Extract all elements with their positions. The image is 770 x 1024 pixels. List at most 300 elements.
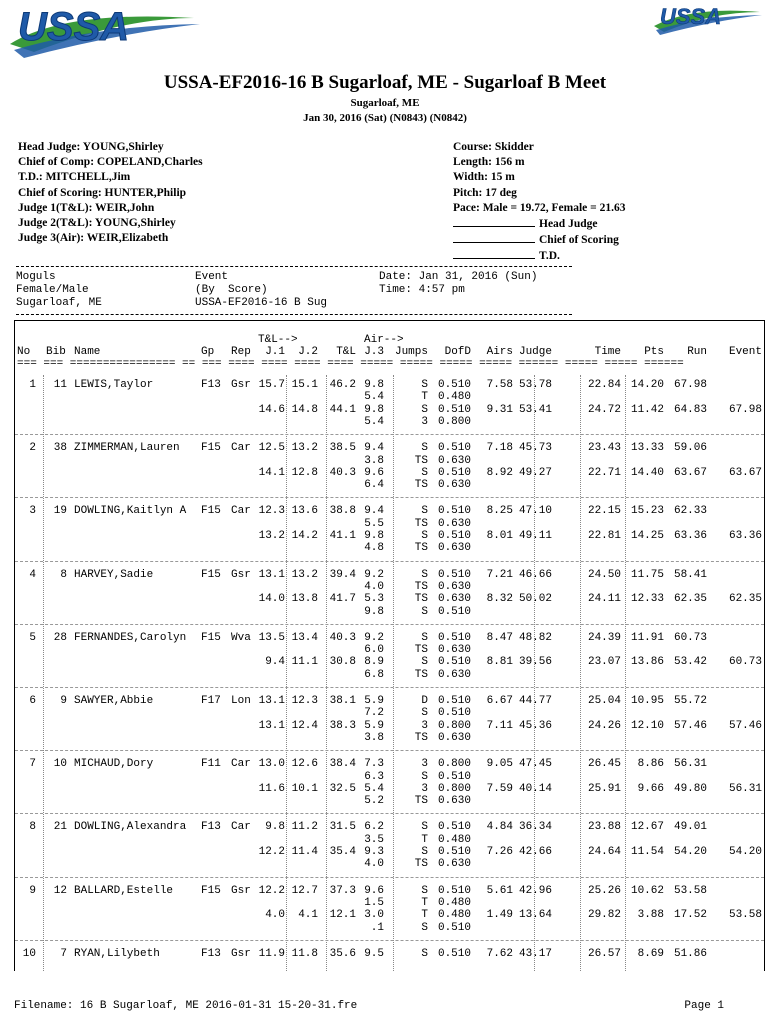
- results-table: [14, 320, 765, 971]
- row-event-score: 56.31: [728, 782, 762, 795]
- run-pts: 11.91: [630, 631, 664, 644]
- run-tl: 31.5: [329, 821, 356, 834]
- run-time: 26.57: [587, 947, 621, 960]
- jump-code: TS: [414, 580, 428, 593]
- row-separator: [15, 434, 764, 435]
- run-j2: 13.4: [291, 631, 318, 644]
- location-subtitle: Sugarloaf, ME: [350, 97, 420, 109]
- run-tl: 12.1: [329, 909, 356, 922]
- jump-j3-score: 9.8: [364, 403, 384, 416]
- run-time: 25.26: [587, 884, 621, 897]
- run-j1: 13.1: [258, 719, 285, 732]
- run-total: 67.98: [673, 379, 707, 391]
- jump-dofd: 0.510: [437, 695, 471, 707]
- run-judge: 48.82: [518, 631, 552, 644]
- jump-dofd: 0.510: [437, 947, 471, 960]
- jump-dofd: 0.630: [437, 517, 471, 530]
- column-separator: [534, 375, 535, 971]
- official-chief-of-comp: Chief of Comp: COPELAND,Charles: [18, 156, 203, 169]
- row-name: DOWLING,Alexandra: [74, 821, 187, 834]
- run-j1: 13.5: [258, 631, 285, 644]
- run-time: 25.91: [587, 782, 621, 795]
- jump-j3-score: 8.9: [364, 656, 384, 669]
- ussa-logo-left: [4, 4, 204, 62]
- run-tl: 38.5: [329, 442, 356, 455]
- column-header-event: Event: [728, 346, 762, 358]
- row-separator: [15, 624, 764, 625]
- run-airs: 7.11: [486, 719, 513, 732]
- jump-dofd: 0.480: [437, 391, 471, 404]
- run-j2: 14.2: [291, 530, 318, 542]
- row-rep: Gsr: [231, 947, 251, 960]
- jump-code: TS: [414, 517, 428, 530]
- signature-line-head-judge: Head Judge: [453, 216, 625, 232]
- row-group: F13: [201, 379, 221, 391]
- row-number: 2: [29, 442, 36, 455]
- row-number: 7: [29, 758, 36, 771]
- jump-code: T: [421, 833, 428, 846]
- run-airs: 9.05: [486, 758, 513, 771]
- run-judge: 49.11: [518, 530, 552, 542]
- run-airs: 8.92: [486, 466, 513, 479]
- run-pts: 8.69: [637, 947, 664, 960]
- row-separator: [15, 877, 764, 878]
- row-number: 10: [22, 947, 36, 960]
- run-tl: 32.5: [329, 782, 356, 795]
- jump-dofd: 0.630: [437, 795, 471, 808]
- run-time: 22.81: [587, 530, 621, 542]
- run-pts: 15.23: [630, 505, 664, 518]
- run-j1: 12.5: [258, 442, 285, 455]
- jump-dofd: 0.510: [437, 770, 471, 783]
- jump-j3-score: 6.0: [364, 644, 384, 657]
- run-pts: 11.54: [630, 846, 664, 858]
- jump-code: TS: [414, 479, 428, 492]
- jump-code: S: [421, 884, 428, 897]
- row-number: 1: [29, 379, 36, 391]
- column-separator: [43, 375, 44, 971]
- run-judge: 44.77: [518, 695, 552, 707]
- jump-dofd: 0.510: [437, 921, 471, 934]
- run-time: 22.71: [587, 466, 621, 479]
- row-event-score: 53.58: [728, 909, 762, 922]
- run-airs: 7.58: [486, 379, 513, 391]
- jump-j3-score: 6.3: [364, 770, 384, 783]
- jump-dofd: 0.800: [437, 782, 471, 795]
- run-j2: 13.8: [291, 593, 318, 606]
- jump-j3-score: 1.5: [364, 896, 384, 909]
- jump-dofd: 0.510: [437, 656, 471, 669]
- run-j1: 15.7: [258, 379, 285, 391]
- row-event-score: 63.36: [728, 530, 762, 542]
- row-number: 6: [29, 695, 36, 707]
- jump-dofd: 0.630: [437, 593, 471, 606]
- run-j1: 14.6: [258, 403, 285, 416]
- jump-j3-score: 6.2: [364, 821, 384, 834]
- jump-code: TS: [414, 795, 428, 808]
- run-time: 29.82: [587, 909, 621, 922]
- row-bib: 7: [60, 947, 67, 960]
- run-judge: 47.45: [518, 758, 552, 771]
- jump-dofd: 0.800: [437, 415, 471, 428]
- run-j1: 12.2: [258, 846, 285, 858]
- row-bib: 9: [60, 695, 67, 707]
- row-bib: 12: [53, 884, 67, 897]
- column-header-j-2: J.2: [298, 346, 318, 358]
- run-judge: 50.02: [518, 593, 552, 606]
- course-length: Length: 156 m: [453, 156, 525, 169]
- run-j2: 15.1: [291, 379, 318, 391]
- run-time: 22.15: [587, 505, 621, 518]
- jump-dofd: 0.510: [437, 530, 471, 542]
- row-group: F15: [201, 568, 221, 581]
- logo-text-right: USSA: [660, 4, 722, 29]
- run-total: 60.73: [673, 631, 707, 644]
- jump-code: TS: [414, 668, 428, 681]
- run-j2: 10.1: [291, 782, 318, 795]
- run-judge: 46.66: [518, 568, 552, 581]
- run-j2: 4.1: [298, 909, 318, 922]
- run-tl: 38.1: [329, 695, 356, 707]
- course-pace: Pace: Male = 19.72, Female = 21.63: [453, 201, 626, 214]
- jump-code: TS: [414, 454, 428, 467]
- row-rep: Gsr: [231, 568, 251, 581]
- jump-j3-score: .1: [370, 921, 384, 934]
- page-title: USSA-EF2016-16 B Sugarloaf, ME - Sugarloaf B Meet: [163, 72, 607, 93]
- column-header-pts: Pts: [644, 346, 664, 358]
- run-j1: 11.9: [258, 947, 285, 960]
- jump-code: 3: [421, 758, 428, 771]
- row-separator: [15, 687, 764, 688]
- column-header-j-1: J.1: [265, 346, 285, 358]
- jump-j3-score: 3.0: [364, 909, 384, 922]
- jump-j3-score: 5.4: [364, 415, 384, 428]
- ussa-logo-right: [652, 4, 764, 36]
- column-separator: [625, 375, 626, 971]
- run-pts: 14.40: [630, 466, 664, 479]
- jump-j3-score: 3.8: [364, 731, 384, 744]
- jump-code: S: [421, 466, 428, 479]
- run-airs: 8.81: [486, 656, 513, 669]
- run-total: 62.35: [673, 593, 707, 606]
- run-airs: 4.84: [486, 821, 513, 834]
- jump-j3-score: 7.3: [364, 758, 384, 771]
- run-airs: 8.25: [486, 505, 513, 518]
- run-tl: 40.3: [329, 631, 356, 644]
- jump-j3-score: 5.3: [364, 593, 384, 606]
- run-tl: 30.8: [329, 656, 356, 669]
- jump-j3-score: 5.4: [364, 391, 384, 404]
- jump-code: S: [421, 379, 428, 391]
- run-tl: 38.3: [329, 719, 356, 732]
- jump-j3-score: 6.8: [364, 668, 384, 681]
- run-pts: 11.42: [630, 403, 664, 416]
- jump-dofd: 0.630: [437, 580, 471, 593]
- jump-code: S: [421, 568, 428, 581]
- officials-list: [18, 140, 203, 246]
- jump-j3-score: 9.3: [364, 846, 384, 858]
- row-event-score: 57.46: [728, 719, 762, 732]
- jump-dofd: 0.510: [437, 442, 471, 455]
- column-header-gp: Gp: [201, 346, 215, 358]
- row-group: F17: [201, 695, 221, 707]
- run-j2: 12.8: [291, 466, 318, 479]
- jump-code: S: [421, 846, 428, 858]
- column-header-t-l: T&L: [336, 346, 356, 358]
- run-tl: 38.4: [329, 758, 356, 771]
- run-j1: 14.0: [258, 593, 285, 606]
- row-group: F13: [201, 821, 221, 834]
- row-separator: [15, 561, 764, 562]
- run-time: 24.39: [587, 631, 621, 644]
- run-judge: 53.78: [518, 379, 552, 391]
- run-total: 59.06: [673, 442, 707, 455]
- column-header-airs: Airs: [486, 346, 513, 358]
- jump-j3-score: 4.0: [364, 858, 384, 871]
- run-total: 63.67: [673, 466, 707, 479]
- jump-code: S: [421, 770, 428, 783]
- jump-code: S: [421, 442, 428, 455]
- jump-dofd: 0.630: [437, 479, 471, 492]
- run-airs: 5.61: [486, 884, 513, 897]
- run-j2: 12.4: [291, 719, 318, 732]
- event-block-col1: Moguls Female/Male Sugarloaf, ME: [16, 271, 102, 309]
- run-airs: 7.62: [486, 947, 513, 960]
- jump-code: T: [421, 909, 428, 922]
- event-block-col3: Date: Jan 31, 2016 (Sun) Time: 4:57 pm: [379, 271, 538, 296]
- row-bib: 21: [53, 821, 67, 834]
- jump-code: S: [421, 707, 428, 720]
- row-group: F15: [201, 442, 221, 455]
- run-judge: 43.17: [518, 947, 552, 960]
- column-separator: [580, 375, 581, 971]
- column-header-jumps: Jumps: [394, 346, 428, 358]
- row-rep: Lon: [231, 695, 251, 707]
- official-judge-2: Judge 2(T&L): YOUNG,Shirley: [18, 217, 176, 230]
- run-j1: 9.4: [265, 656, 285, 669]
- run-airs: 7.59: [486, 782, 513, 795]
- row-rep: Gsr: [231, 379, 251, 391]
- run-j2: 11.1: [291, 656, 318, 669]
- run-judge: 47.10: [518, 505, 552, 518]
- jump-dofd: 0.510: [437, 568, 471, 581]
- jump-dofd: 0.510: [437, 466, 471, 479]
- date-subtitle: Jan 30, 2016 (Sat) (N0843) (N0842): [303, 112, 467, 124]
- row-group: F15: [201, 631, 221, 644]
- run-j1: 11.6: [258, 782, 285, 795]
- run-judge: 13.64: [518, 909, 552, 922]
- jump-j3-score: 4.8: [364, 542, 384, 555]
- run-pts: 13.86: [630, 656, 664, 669]
- run-pts: 10.95: [630, 695, 664, 707]
- run-time: 24.72: [587, 403, 621, 416]
- jump-dofd: 0.510: [437, 605, 471, 618]
- run-time: 23.07: [587, 656, 621, 669]
- row-bib: 10: [53, 758, 67, 771]
- jump-code: 3: [421, 782, 428, 795]
- tl-group-label: T&L-->: [258, 334, 298, 346]
- run-tl: 41.1: [329, 530, 356, 542]
- column-separator: [286, 375, 287, 971]
- jump-dofd: 0.480: [437, 896, 471, 909]
- run-time: 26.45: [587, 758, 621, 771]
- course-width: Width: 15 m: [453, 171, 515, 184]
- run-total: 49.80: [673, 782, 707, 795]
- row-name: SAWYER,Abbie: [74, 695, 154, 707]
- run-pts: 9.66: [637, 782, 664, 795]
- event-block-col2: Event (By Score) USSA-EF2016-16 B Sug: [195, 271, 328, 309]
- row-rep: Car: [231, 505, 251, 518]
- jump-dofd: 0.480: [437, 909, 471, 922]
- run-airs: 7.18: [486, 442, 513, 455]
- course-pitch: Pitch: 17 deg: [453, 186, 517, 199]
- row-separator: [15, 813, 764, 814]
- signature-line-td: T.D.: [453, 248, 625, 264]
- jump-code: S: [421, 631, 428, 644]
- row-event-score: 54.20: [728, 846, 762, 858]
- jump-dofd: 0.510: [437, 821, 471, 834]
- run-tl: 35.4: [329, 846, 356, 858]
- run-total: 51.86: [673, 947, 707, 960]
- jump-code: S: [421, 921, 428, 934]
- jump-code: T: [421, 391, 428, 404]
- jump-dofd: 0.510: [437, 403, 471, 416]
- jump-code: TS: [414, 542, 428, 555]
- jump-j3-score: 9.2: [364, 631, 384, 644]
- run-time: 23.43: [587, 442, 621, 455]
- run-judge: 40.14: [518, 782, 552, 795]
- jump-code: S: [421, 530, 428, 542]
- column-header-judge: Judge: [518, 346, 552, 358]
- row-separator: [15, 750, 764, 751]
- row-number: 4: [29, 568, 36, 581]
- run-j1: 12.3: [258, 505, 285, 518]
- run-judge: 49.27: [518, 466, 552, 479]
- run-j1: 13.1: [258, 695, 285, 707]
- footer-filename: Filename: 16 B Sugarloaf, ME 2016-01-31 15-20-31.fre: [14, 1000, 358, 1012]
- row-name: LEWIS,Taylor: [74, 379, 154, 391]
- run-j1: 9.8: [265, 821, 285, 834]
- run-total: 64.83: [673, 403, 707, 416]
- row-name: ZIMMERMAN,Lauren: [74, 442, 180, 455]
- run-tl: 37.3: [329, 884, 356, 897]
- column-header-run: Run: [687, 346, 707, 358]
- course-name: Course: Skidder: [453, 141, 534, 153]
- jump-dofd: 0.630: [437, 858, 471, 871]
- run-total: 17.52: [673, 909, 707, 922]
- jump-dofd: 0.800: [437, 719, 471, 732]
- run-judge: 39.56: [518, 656, 552, 669]
- jump-code: S: [421, 505, 428, 518]
- row-event-score: 62.35: [728, 593, 762, 606]
- row-number: 5: [29, 631, 36, 644]
- run-airs: 1.49: [486, 909, 513, 922]
- run-airs: 8.32: [486, 593, 513, 606]
- run-j2: 12.7: [291, 884, 318, 897]
- divider-bottom: [16, 314, 572, 315]
- official-head-judge: Head Judge: YOUNG,Shirley: [18, 141, 164, 153]
- jump-dofd: 0.510: [437, 846, 471, 858]
- jump-code: S: [421, 656, 428, 669]
- row-number: 9: [29, 884, 36, 897]
- run-j2: 12.3: [291, 695, 318, 707]
- jump-j3-score: 9.6: [364, 884, 384, 897]
- run-airs: 8.01: [486, 530, 513, 542]
- jump-dofd: 0.630: [437, 454, 471, 467]
- jump-j3-score: 5.9: [364, 695, 384, 707]
- jump-j3-score: 9.5: [364, 947, 384, 960]
- jump-code: 3: [421, 415, 428, 428]
- column-header-name: Name: [74, 346, 101, 358]
- jump-dofd: 0.510: [437, 707, 471, 720]
- jump-code: TS: [414, 858, 428, 871]
- run-j1: 13.0: [258, 758, 285, 771]
- jump-code: TS: [414, 644, 428, 657]
- run-pts: 10.62: [630, 884, 664, 897]
- row-rep: Gsr: [231, 884, 251, 897]
- jump-code: TS: [414, 593, 428, 606]
- run-judge: 53.41: [518, 403, 552, 416]
- run-tl: 35.6: [329, 947, 356, 960]
- run-j2: 13.2: [291, 442, 318, 455]
- jump-code: S: [421, 947, 428, 960]
- run-total: 55.72: [673, 695, 707, 707]
- header-underline: === === ================ == === ==== ==== ==== ==== ===== ===== ===== ===== ====== ===== ===== ======: [17, 358, 684, 370]
- jump-code: S: [421, 605, 428, 618]
- logo-text-left: USSA: [18, 5, 130, 49]
- jump-dofd: 0.630: [437, 731, 471, 744]
- jump-dofd: 0.630: [437, 644, 471, 657]
- jump-dofd: 0.510: [437, 631, 471, 644]
- run-judge: 45.73: [518, 442, 552, 455]
- row-name: RYAN,Lilybeth: [74, 947, 160, 960]
- air-group-label: Air-->: [364, 334, 404, 346]
- row-bib: 19: [53, 505, 67, 518]
- row-event-score: 63.67: [728, 466, 762, 479]
- official-chief-of-scoring: Chief of Scoring: HUNTER,Philip: [18, 186, 187, 199]
- run-time: 22.84: [587, 379, 621, 391]
- run-pts: 12.67: [630, 821, 664, 834]
- run-total: 49.01: [673, 821, 707, 834]
- run-airs: 8.47: [486, 631, 513, 644]
- run-pts: 14.20: [630, 379, 664, 391]
- run-j1: 13.1: [258, 568, 285, 581]
- jump-code: T: [421, 896, 428, 909]
- run-total: 58.41: [673, 568, 707, 581]
- run-airs: 7.26: [486, 846, 513, 858]
- jump-j3-score: 5.5: [364, 517, 384, 530]
- run-time: 24.50: [587, 568, 621, 581]
- run-time: 25.04: [587, 695, 621, 707]
- row-group: F15: [201, 505, 221, 518]
- run-pts: 14.25: [630, 530, 664, 542]
- row-group: F11: [201, 758, 221, 771]
- run-j2: 11.8: [291, 947, 318, 960]
- run-time: 23.88: [587, 821, 621, 834]
- run-time: 24.26: [587, 719, 621, 732]
- jump-j3-score: 9.2: [364, 568, 384, 581]
- row-name: BALLARD,Estelle: [74, 884, 174, 897]
- row-name: MICHAUD,Dory: [74, 758, 154, 771]
- jump-j3-score: 5.2: [364, 795, 384, 808]
- run-total: 62.33: [673, 505, 707, 518]
- divider-top: [16, 266, 572, 267]
- jump-j3-score: 7.2: [364, 707, 384, 720]
- row-rep: Wva: [231, 631, 251, 644]
- run-total: 56.31: [673, 758, 707, 771]
- jump-j3-score: 6.4: [364, 479, 384, 492]
- run-j1: 13.2: [258, 530, 285, 542]
